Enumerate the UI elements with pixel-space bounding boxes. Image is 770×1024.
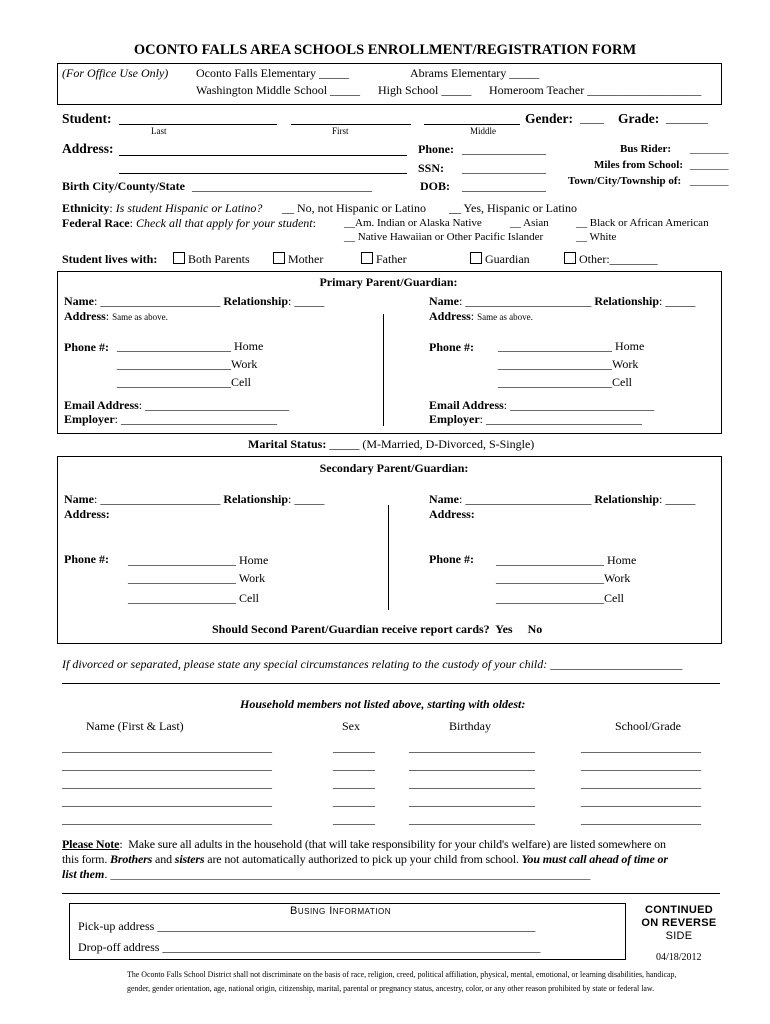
household-row-sex[interactable]: _______ — [333, 740, 375, 754]
household-col-name: Name (First & Last) — [86, 719, 184, 733]
student-last-name-field[interactable] — [119, 124, 277, 125]
grade-label: Grade: — [618, 111, 660, 126]
race-hawaiian-option[interactable]: __ Native Hawaiian or Other Pacific Islander — [344, 231, 544, 243]
household-row-name[interactable]: ___________________________________ — [62, 740, 272, 754]
office-use-label: (For Office Use Only) — [62, 66, 169, 80]
gender-label: Gender: — [525, 111, 573, 126]
secondary-right-name-row: Name: _____________________ Relationship: _____ — [429, 492, 696, 506]
continued-notice: CONTINUED ON REVERSE SIDE — [641, 904, 717, 942]
nondiscrimination-line-1: The Oconto Falls School District shall not discriminate on the basis of race, religion, creed, political affiliation, physical, mental, emotional, or learning disabilities, handicap, — [127, 970, 677, 979]
nondiscrimination-line-2: gender, gender orientation, age, national origin, citizenship, marital, parental or pregnancy status, ancestry, color, or any other reason prohibited by state or federal law. — [127, 984, 655, 993]
town-label: Town/City/Township of: — [568, 175, 682, 187]
pickup-address-row: Pick-up address _______________________________________________________________ — [78, 919, 536, 933]
abrams-checkbox[interactable]: Abrams Elementary _____ — [410, 66, 540, 80]
dob-field[interactable]: ______________ — [462, 179, 546, 193]
miles-label: Miles from School: — [594, 159, 684, 171]
primary-right-phone-label: Phone #: — [429, 340, 474, 354]
household-row-school[interactable]: ____________________ — [581, 812, 701, 826]
primary-divider — [383, 314, 384, 426]
household-row-school[interactable]: ____________________ — [581, 740, 701, 754]
address-field[interactable] — [119, 155, 407, 156]
secondary-left-work-phone[interactable]: __________________ Work — [128, 571, 266, 585]
elementary-checkbox[interactable]: Oconto Falls Elementary _____ — [196, 66, 349, 80]
secondary-right-home-phone[interactable]: __________________ Home — [496, 553, 637, 567]
household-row-birthday[interactable]: _____________________ — [409, 776, 535, 790]
household-row-name[interactable]: ___________________________________ — [62, 776, 272, 790]
household-col-sex: Sex — [342, 719, 360, 733]
primary-left-employer-row: Employer: __________________________ — [64, 412, 278, 426]
miles-field[interactable]: _______ — [690, 159, 729, 171]
household-row-school[interactable]: ____________________ — [581, 758, 701, 772]
dropoff-address-row: Drop-off address _______________________________________________________________ — [78, 940, 541, 954]
busing-heading: Busing Information — [290, 905, 391, 917]
secondary-right-relationship-field[interactable]: _____ — [665, 492, 696, 506]
primary-right-address-row: Address: Same as above. — [429, 309, 533, 323]
checkbox-icon — [470, 252, 482, 264]
checkbox-icon — [361, 252, 373, 264]
primary-left-name-row: Name: ____________________ Relationship: _____ — [64, 294, 325, 308]
ssn-field[interactable]: ______________ — [462, 161, 546, 175]
primary-left-address-row: Address: Same as above. — [64, 309, 168, 323]
primary-right-name-field[interactable]: _____________________ — [465, 294, 592, 308]
primary-right-home-phone[interactable]: ___________________ Home — [498, 339, 645, 353]
household-row-sex[interactable]: _______ — [333, 758, 375, 772]
bus-rider-label: Bus Rider: — [620, 143, 672, 155]
student-first-name-field[interactable] — [291, 124, 411, 125]
primary-left-email-row: Email Address: ________________________ — [64, 398, 290, 412]
primary-right-email-row: Email Address: ________________________ — [429, 398, 655, 412]
primary-left-email-field[interactable]: ________________________ — [145, 398, 290, 412]
secondary-left-home-phone[interactable]: __________________ Home — [128, 553, 269, 567]
bus-rider-field[interactable]: _______ — [690, 143, 729, 155]
household-row-birthday[interactable]: _____________________ — [409, 740, 535, 754]
marital-status-field[interactable]: _____ — [329, 437, 360, 451]
secondary-right-phone-label: Phone #: — [429, 552, 474, 566]
secondary-right-work-phone[interactable]: __________________Work — [496, 571, 631, 585]
custody-field[interactable]: ______________________ — [550, 657, 683, 671]
primary-left-work-phone[interactable]: ___________________Work — [117, 357, 258, 371]
secondary-left-name-row: Name: ____________________ Relationship: _____ — [64, 492, 325, 506]
checkbox-icon — [173, 252, 185, 264]
report-cards-no[interactable]: No — [527, 622, 543, 636]
household-row-school[interactable]: ____________________ — [581, 776, 701, 790]
please-note-line-4[interactable] — [62, 893, 720, 894]
household-row-birthday[interactable]: _____________________ — [409, 794, 535, 808]
marital-status-row: Marital Status: _____ (M-Married, D-Divorced, S-Single) — [248, 437, 535, 451]
pickup-address-field[interactable]: _______________________________________________________________ — [157, 919, 536, 933]
household-row-sex[interactable]: _______ — [333, 812, 375, 826]
lives-with-guardian[interactable]: Guardian — [470, 252, 530, 267]
please-note-line-3: list them. ________________________________________________________________________________________________ — [62, 867, 591, 881]
primary-right-employer-row: Employer: __________________________ — [429, 412, 643, 426]
primary-left-relationship-field[interactable]: _____ — [294, 294, 325, 308]
custody-line-2[interactable] — [62, 683, 720, 684]
household-row-name[interactable]: ___________________________________ — [62, 758, 272, 772]
middle-school-checkbox[interactable]: Washington Middle School _____ — [196, 83, 361, 97]
primary-right-relationship-field[interactable]: _____ — [665, 294, 696, 308]
secondary-divider — [388, 505, 389, 610]
primary-left-cell-phone[interactable]: ___________________Cell — [117, 375, 251, 389]
checkbox-icon — [564, 252, 576, 264]
town-field[interactable]: _______ — [690, 175, 729, 187]
address-field-2[interactable] — [119, 173, 407, 174]
student-label: Student: — [62, 111, 112, 126]
form-title: OCONTO FALLS AREA SCHOOLS ENROLLMENT/REGISTRATION FORM — [133, 42, 637, 58]
first-caption: First — [332, 126, 349, 136]
phone-label: Phone: — [418, 142, 455, 156]
secondary-left-name-field[interactable]: ____________________ — [100, 492, 221, 506]
secondary-right-cell-phone[interactable]: __________________Cell — [496, 591, 624, 605]
please-note-field[interactable]: ________________________________________________________________________________________________ — [110, 870, 591, 881]
grade-field[interactable]: _______ — [666, 111, 708, 125]
household-row-birthday[interactable]: _____________________ — [409, 812, 535, 826]
lives-with-both-parents[interactable]: Both Parents — [173, 252, 250, 267]
household-heading: Household members not listed above, starting with oldest: — [240, 697, 526, 711]
race-black-option[interactable]: __ Black or African American — [576, 217, 709, 229]
last-caption: Last — [151, 126, 167, 136]
birth-city-label: Birth City/County/State — [62, 179, 185, 193]
primary-right-work-phone[interactable]: ___________________Work — [498, 357, 639, 371]
household-row-school[interactable]: ____________________ — [581, 794, 701, 808]
secondary-left-relationship-field[interactable]: _____ — [294, 492, 325, 506]
household-col-birthday: Birthday — [449, 719, 491, 733]
lives-with-label: Student lives with: — [62, 252, 158, 266]
secondary-left-cell-phone[interactable]: __________________ Cell — [128, 591, 259, 605]
primary-right-cell-phone[interactable]: ___________________Cell — [498, 375, 632, 389]
dropoff-address-field[interactable]: _______________________________________________________________ — [162, 940, 541, 954]
address-label: Address: — [62, 141, 114, 156]
homeroom-teacher-field[interactable]: Homeroom Teacher ___________________ — [489, 83, 702, 97]
household-row-sex[interactable]: _______ — [333, 794, 375, 808]
middle-caption: Middle — [470, 126, 496, 136]
ssn-label: SSN: — [418, 161, 445, 175]
please-note-line-2: this form. Brothers and sisters are not automatically authorized to pick up your child from school. You must call ahead of time or — [62, 852, 668, 866]
household-row-name[interactable]: ___________________________________ — [62, 794, 272, 808]
high-school-checkbox[interactable]: High School _____ — [378, 83, 472, 97]
secondary-right-address-label: Address: — [429, 507, 475, 521]
secondary-heading: Secondary Parent/Guardian: — [319, 461, 469, 475]
household-row-birthday[interactable]: _____________________ — [409, 758, 535, 772]
secondary-left-phone-label: Phone #: — [64, 552, 109, 566]
checkbox-icon — [273, 252, 285, 264]
primary-left-home-phone[interactable]: ___________________ Home — [117, 339, 264, 353]
secondary-left-address-label: Address: — [64, 507, 110, 521]
custody-question: If divorced or separated, please state any special circumstances relating to the custody of your child: ______________________ — [62, 657, 683, 671]
lives-with-other[interactable]: Other:________ — [564, 252, 658, 267]
student-middle-name-field[interactable] — [424, 124, 520, 125]
report-cards-row: Should Second Parent/Guardian receive report cards? Yes No — [212, 622, 543, 636]
race-am-indian-option[interactable]: __Am. Indian or Alaska Native — [344, 217, 482, 229]
ethnicity-row: Ethnicity: Is student Hispanic or Latino? — [62, 201, 263, 215]
form-date: 04/18/2012 — [656, 952, 702, 963]
gender-field[interactable]: ____ — [580, 111, 604, 125]
primary-left-phone-label: Phone #: — [64, 340, 109, 354]
report-cards-yes[interactable]: Yes — [495, 622, 513, 636]
primary-left-name-field[interactable]: ____________________ — [100, 294, 221, 308]
primary-left-employer-field[interactable]: __________________________ — [121, 412, 278, 426]
secondary-guardian-box — [57, 456, 722, 644]
birth-city-field[interactable]: ______________________________ — [192, 179, 372, 193]
primary-heading: Primary Parent/Guardian: — [319, 275, 458, 289]
primary-right-employer-field[interactable]: __________________________ — [486, 412, 643, 426]
lives-with-father[interactable]: Father — [361, 252, 407, 267]
primary-right-email-field[interactable]: ________________________ — [510, 398, 655, 412]
household-row-name[interactable]: ___________________________________ — [62, 812, 272, 826]
dob-label: DOB: — [420, 179, 451, 193]
ethnicity-yes-option[interactable]: __ Yes, Hispanic or Latino — [449, 201, 577, 215]
lives-with-mother[interactable]: Mother — [273, 252, 323, 267]
please-note-line-1: Please Note: Make sure all adults in the household (that will take responsibility for your child's welfare) are listed somewhere on — [62, 837, 666, 851]
ethnicity-no-option[interactable]: __ No, not Hispanic or Latino — [282, 201, 426, 215]
primary-right-name-row: Name: _____________________ Relationship: _____ — [429, 294, 696, 308]
federal-race-row: Federal Race: Check all that apply for your student: — [62, 216, 316, 230]
race-asian-option[interactable]: __ Asian — [510, 217, 549, 229]
household-row-sex[interactable]: _______ — [333, 776, 375, 790]
household-col-school: School/Grade — [615, 719, 681, 733]
phone-field[interactable]: ______________ — [462, 142, 546, 156]
secondary-right-name-field[interactable]: _____________________ — [465, 492, 592, 506]
race-white-option[interactable]: __ White — [576, 231, 617, 243]
